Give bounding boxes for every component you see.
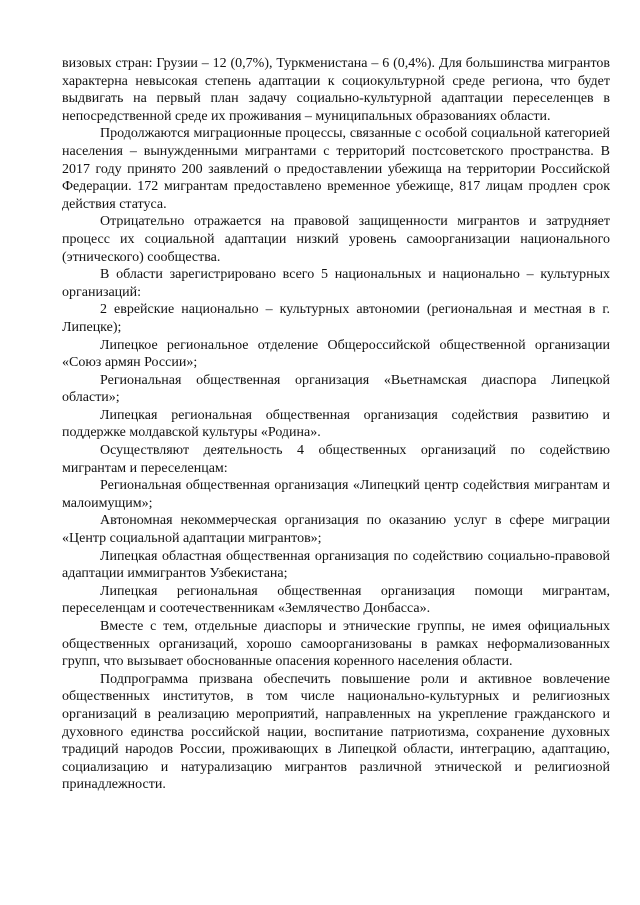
paragraph-subprogram-purpose: Подпрограмма призвана обеспечить повышение роли и активное вовлечение общественных институтов, в том числе национально-культурных и религиозных организаций в реализацию мероприятий, направленных на укрепление гражданского и духовного единства российской нации, воспитание патриотизма, сохранение духовных традиций народов России, проживающих в Липецкой области, интеграцию, адаптацию, социализацию и натурализацию мигрантов различной этнической и религиозной принадлежности. [62, 671, 610, 793]
document-page [62, 55, 610, 794]
paragraph-forced-migrants: Продолжаются миграционные процессы, связанные с особой социальной категорией населения – вынужденными мигрантами с территорий постсоветского пространства. В 2017 году принято 200 заявлений о предоставлении убежища на территории Российской Федерации. 172 мигрантам предоставлено временное убежище, 817 лицам продлен срок действия статуса. [62, 126, 610, 212]
paragraph-diasporas: Вместе с тем, отдельные диаспоры и этнические группы, не имея официальных общественных организаций, хорошо самоорганизованы в рамках неформализованных групп, что вызывает обоснованные опасения коренного населения области. [62, 619, 610, 670]
paragraph-national-organizations-count: В области зарегистрировано всего 5 национальных и национально – культурных организаций: [62, 267, 610, 300]
list-item-uzbek-immigrants: Липецкая областная общественная организация по содействию социально-правовой адаптации иммигрантов Узбекистана; [62, 548, 610, 582]
list-item-jewish-autonomies: 2 еврейские национально – культурных автономии (региональная и местная в г. Липецке); [62, 302, 610, 335]
list-item-donbass-community: Липецкая региональная общественная организация помощи мигрантам, переселенцам и соотечественникам «Землячество Донбасса». [62, 583, 610, 617]
list-item-armenian-union: Липецкое региональное отделение Общероссийской общественной организации «Союз армян России»; [62, 337, 610, 371]
list-item-vietnamese-diaspora: Региональная общественная организация «Вьетнамская диаспора Липецкой области»; [62, 372, 610, 406]
list-item-lipetsk-assistance-center: Региональная общественная организация «Липецкий центр содействия мигрантам и малоимущим»; [62, 478, 610, 511]
list-item-social-adaptation-center: Автономная некоммерческая организация по оказанию услуг в сфере миграции «Центр социальной адаптации мигрантов»; [62, 513, 610, 547]
paragraph-public-organizations-count: Осуществляют деятельность 4 общественных организаций по содействию мигрантам и переселенцам: [62, 443, 610, 476]
paragraph-self-organization: Отрицательно отражается на правовой защищенности мигрантов и затрудняет процесс их социальной адаптации низкий уровень самоорганизации национального (этнического) сообщества. [62, 214, 610, 265]
list-item-moldavian-culture: Липецкая региональная общественная организация содействия развитию и поддержке молдавской культуры «Родина». [62, 407, 610, 441]
paragraph-visa-countries: визовых стран: Грузии – 12 (0,7%), Туркменистана – 6 (0,4%). Для большинства мигрантов характерна невысокая степень адаптации к социокультурной среде региона, что будет выдвигать на первый план задачу социально-культурной адаптации переселенцев в непосредственной среде их проживания – муниципальных образованиях области. [62, 56, 610, 124]
